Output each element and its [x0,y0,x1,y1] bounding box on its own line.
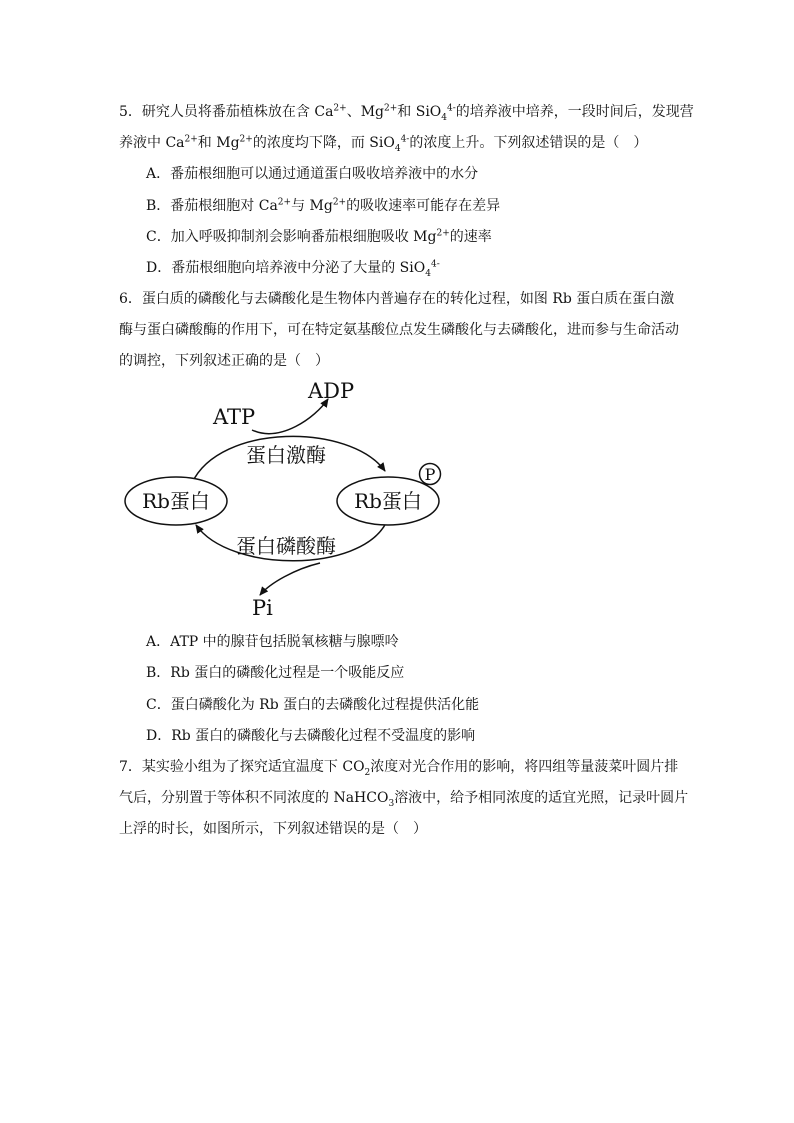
phosphate-label: P [424,465,436,484]
q5-option-a: A．番茄根细胞可以通过通道蛋白吸收培养液中的水分 [146,166,479,182]
q7-line-3: 上浮的时长，如图所示，下列叙述错误的是（ ） [119,821,427,837]
q5-line-2: 养液中 $Ca^{2+}$和 $Mg^{2+}$的浓度均下降，而 SiO$_4^{4-}$的浓度上升。下列叙述错误的是（ ） [119,134,648,154]
atp-adp-arrow [252,399,328,434]
q5-option-c: C．加入呼吸抑制剂会影响番茄根细胞吸收 $Mg^{2+}$的速率 [146,228,492,245]
kinase-label: 蛋白激酶 [246,443,326,467]
q5-line-1: 5．研究人员将番茄植株放在含 $Ca^{2+}$、$Mg^{2+}$和 SiO$_4^{4-}$的培养液中培养，一段时间后，发现营 [119,103,694,123]
q6-line-1: 6．蛋白质的磷酸化与去磷酸化是生物体内普遍存在的转化过程，如图 Rb 蛋白质在蛋白激 [119,291,675,307]
q6-line-2: 酶与蛋白磷酸酶的作用下，可在特定氨基酸位点发生磷酸化与去磷酸化，进而参与生命活动 [119,322,679,338]
q6-option-d: D．Rb 蛋白的磷酸化与去磷酸化过程不受温度的影响 [146,728,476,744]
phosphatase-label: 蛋白磷酸酶 [236,534,336,558]
phosphorylation-diagram [110,373,460,623]
q5-option-d: D．番茄根细胞向培养液中分泌了大量的 SiO$_4^{4-}$ [146,259,440,279]
adp-label: ADP [308,379,355,403]
q5-option-b: B．番茄根细胞对 $Ca^{2+}$与 $Mg^{2+}$的吸收速率可能存在差异 [146,197,501,214]
q6-option-a: A．ATP 中的腺苷包括脱氧核糖与腺嘌呤 [146,634,399,650]
pi-arrow [260,563,320,595]
atp-label: ATP [213,405,256,429]
q6-line-3: 的调控，下列叙述正确的是（ ） [119,353,329,369]
q7-line-1: 7．某实验小组为了探究适宜温度下 $CO_2$浓度对光合作用的影响，将四组等量菠菜叶圆片排 [119,759,679,778]
q6-option-c: C．蛋白磷酸化为 Rb 蛋白的去磷酸化过程提供活化能 [146,697,480,713]
q6-option-b: B．Rb 蛋白的磷酸化过程是一个吸能反应 [146,665,405,681]
rb-protein-label: Rb蛋白 [142,489,210,513]
rb-protein-p-label: Rb蛋白 [354,489,422,513]
q7-line-2: 气后，分别置于等体积不同浓度的 NaHCO$_3$溶液中，给予相同浓度的适宜光照，记录叶圆片 [119,790,689,809]
pi-label: Pi [252,596,273,620]
